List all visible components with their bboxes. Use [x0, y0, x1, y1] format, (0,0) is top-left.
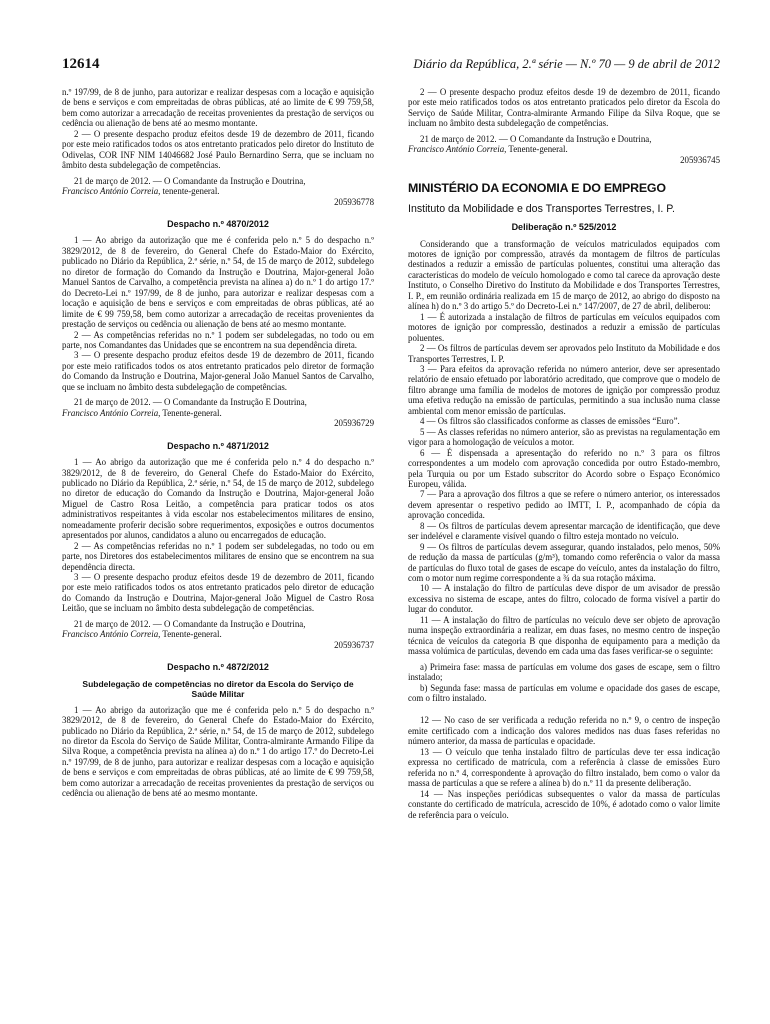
paragraph: Considerando que a transformação de veículos matriculados equipados com motores de ignição por compressão, através da montagem de filtros de partículas destinados a reduzir a emissão de partículas poluentes, constitui uma alteração das características do modelo de veículo homologado e como tal carece da aprovação deste Instituto, o Conselho Diretivo do Instituto da Mobilidade e dos Transportes Terrestres, I. P., em reunião ordinária realizada em 15 de março de 2012, ao abrigo do disposto na alínea h) do n.º 3 do artigo 5.º do Decreto-Lei n.º 147/2007, de 27 de abril, deliberou: [408, 238, 720, 312]
left-column [62, 87, 374, 820]
paragraph: 14 — Nas inspeções periódicas subsequentes o valor da massa de partículas constante do certificado de matrícula, acrescido de 10%, é adotado como o valor limite de referência para o veículo. [408, 788, 720, 820]
running-title: Diário da República, 2.ª série — N.º 70 — 9 de abril de 2012 [413, 57, 720, 71]
paragraph: 3 — O presente despacho produz efeitos desde 19 de dezembro de 2011, ficando por este meio ratificados todos os atos entretanto praticados pelo diretor de formação do Comando da Instrução e Doutrina, Major-general João Manuel Santos de Carvalho, que se incluam no âmbito desta subdelegação de competências. [62, 350, 374, 392]
page-header [62, 56, 720, 73]
despacho-title: Despacho n.º 4871/2012 [167, 440, 269, 451]
paragraph: 2 — As competências referidas no n.º 1 podem ser subdelegadas, no todo ou em parte, nos Diretores dos estabelecimentos militares de ensino que se encontrem na sua dependência directa. [62, 540, 374, 572]
paragraph: n.º 197/99, de 8 de junho, para autorizar e realizar despesas com a locação e aquisição de bens e serviços e com empreitadas de obras públicas, até ao limite de € 99 759,58, bem como autorizar a arrecadação de receitas provenientes da prestação de serviços ou cedência ou alienação de bens até ao mesmo montante. [62, 87, 374, 129]
right-column [408, 87, 720, 820]
page-number: 12614 [62, 56, 100, 72]
paragraph: 6 — É dispensada a apresentação do referido no n.º 3 para os filtros correspondentes a um modelo com aprovação concedida por outro Estado-membro, pela Turquia ou por um Estado subscritor do Acordo sobre o Espaço Económico Europeu, válida. [408, 447, 720, 489]
paragraph: 13 — O veículo que tenha instalado filtro de partículas deve ter essa indicação expressa no certificado de matrícula, com a referência à classe de emissões Euro referida no n.º 4, correspondente à aprovação do filtro instalado, bem como o valor da massa de partículas a que se refere a alínea b) do n.º 11 da presente deliberação. [408, 746, 720, 789]
paragraph: 1 — Ao abrigo da autorização que me é conferida pelo n.º 5 do despacho n.º 3829/2012, de 8 de fevereiro, do General Chefe do Estado-Maior do Exército, publicado no Diário da República, 2.ª série, n.º 54, de 15 de março de 2012, subdelego no diretor da Escola do Serviço de Saúde Militar, Contra-almirante Armando Filipe da Silva Roque, a competência prevista na alínea a) do n.º 1 do artigo 17.º do Decreto-Lei n.º 197/99, de 8 de junho, para autorizar e realizar despesas com a locação e aquisição de bens e serviços e com empreitadas de obras públicas, até ao limite de € 99 759,58, bem como autorizar a arrecadação de receitas provenientes da prestação de serviços ou cedência ou alienação de bens até ao mesmo montante. [62, 704, 374, 799]
paragraph: 10 — A instalação do filtro de partículas deve dispor de um avisador de pressão excessiva no sistema de escape, antes do filtro, colocado de forma visível a partir do lugar do condutor. [408, 583, 720, 615]
paragraph: 9 — Os filtros de partículas devem assegurar, quando instalados, pelo menos, 50% de redução da massa de partículas (g/m³), tomando como referência o valor da massa de partículas do fluxo total de gases de escape do veículo, antes da instalação do filtro, com o motor num regime correspondente a ¾ da sua rotação máxima. [408, 541, 720, 584]
paragraph: 1 — Ao abrigo da autorização que me é conferida pelo n.º 5 do despacho n.º 3829/2012, de 8 de fevereiro, do General Chefe do Estado-Maior do Exército, publicado no Diário da República, 2.ª série, n.º 54, de 15 de março de 2012, subdelego no diretor de formação do Comando da Instrução e Doutrina, Major-general João Manuel Santos de Carvalho, a competência prevista na alínea a) do n.º 1 do artigo 17.º do Decreto-Lei n.º 197/99, de 8 de junho, para autorizar e realizar despesas com a locação e aquisição de bens e serviços e com empreitadas de obras públicas, até ao limite de € 99 759,58, bem como autorizar a arrecadação de receitas provenientes da prestação de serviços ou cedência ou alienação de bens até ao mesmo montante. [62, 235, 374, 330]
institute-heading: Instituto da Mobilidade e dos Transportes Terrestres, I. P. [408, 202, 675, 215]
paragraph: 3 — Para efeitos da aprovação referida no número anterior, deve ser apresentado relatório de ensaio efetuado por laboratório acreditado, que comprove que o modelo de filtro abrange uma família de modelos de motores de ignição por compressão produz uma efetiva redução na emissão de partículas, permitindo a sua inclusão numa classe ambiental com menor emissão de partículas. [408, 363, 720, 416]
paragraph: 4 — Os filtros são classificados conforme as classes de emissões “Euro”. [420, 416, 680, 427]
reference-number: 205936745 [680, 154, 720, 165]
ministry-heading: MINISTÉRIO DA ECONOMIA E DO EMPREGO [408, 181, 666, 196]
paragraph: 11 — A instalação do filtro de partículas no veículo deve ser objeto de aprovação numa inspeção extraordinária a realizar, em duas fases, no mesmo centro de inspeção técnica de veículos da categoria B que disponha de equipamento para a medição da massa volúmica de partículas, devendo em cada uma das fases verificar-se o seguinte: [408, 614, 720, 657]
despacho-subtitle: Subdelegação de competências no diretor da Escola do Serviço de Saúde Militar [82, 678, 354, 699]
list-item: a) Primeira fase: massa de partículas em volume dos gases de escape, sem o filtro instalado; [408, 661, 720, 683]
paragraph: 12 — No caso de ser verificada a redução referida no n.º 9, o centro de inspeção emite certificado com a indicação dos valores medidos nas duas fases referidas no número anterior, da massa de partículas e opacidade. [408, 715, 720, 747]
signature-line: 21 de março de 2012. — O Comandante da Instrução e Doutrina, Francisco António Correia, Tenente-general. [62, 618, 306, 640]
reference-number: 205936729 [334, 418, 374, 429]
despacho-title: Despacho n.º 4872/2012 [167, 662, 269, 673]
paragraph: 2 — Os filtros de partículas devem ser aprovados pelo Instituto da Mobilidade e dos Transportes Terrestres, I. P. [408, 343, 720, 364]
paragraph: 2 — O presente despacho produz efeitos desde 19 de dezembro de 2011, ficando por este meio ratificados todos os atos entretanto praticados pelo diretor da Escola do Serviço de Saúde Militar, Contra-almirante Armando Filipe da Silva Roque, que se incluam no âmbito desta subdelegação de competências. [408, 87, 720, 129]
paragraph: 1 — Ao abrigo da autorização que me é conferida pelo n.º 4 do despacho n.º 3829/2012, de 8 de fevereiro, do General Chefe do Estado-Maior do Exército, publicado no Diário da República, 2.ª série, n.º 54, de 15 de março de 2012, subdelego no diretor de educação do Comando da Instrução e Doutrina, Major-general João Miguel de Castro Rosa Leitão, a competência para praticar todos os atos administrativos respeitantes à vida escolar nos estabelecimentos militares de ensino, nomeadamente proferir decisão sobre requerimentos, exposições e outros documentos apresentados por alunos, candidatos a aluno ou encarregados de educação. [62, 457, 374, 541]
paragraph: 8 — Os filtros de partículas devem apresentar marcação de identificação, que deve ser indelével e claramente visível quando o filtro esteja montado no veículo. [408, 520, 720, 542]
despacho-title: Despacho n.º 4870/2012 [167, 218, 269, 229]
paragraph: 2 — O presente despacho produz efeitos desde 19 de dezembro de 2011, ficando por este meio ratificados todos os atos entretanto praticados pelo diretor do Instituto de Odivelas, COR INF NIM 14046682 José Paulo Bernardino Serra, que se incluam no âmbito desta subdelegação de competências. [62, 128, 374, 171]
signature-line: 21 de março de 2012. — O Comandante da Instrução e Doutrina, Francisco António Correia, Tenente-general. [408, 133, 652, 155]
list-item: b) Segunda fase: massa de partículas em volume e opacidade dos gases de escape, com o filtro instalado. [408, 682, 720, 704]
paragraph: 1 — É autorizada a instalação de filtros de partículas em veículos equipados com motores de ignição por compressão, destinados a reduzir a emissão de partículas poluentes. [408, 311, 720, 343]
signatory-name: Francisco António Correia, [62, 629, 161, 640]
signatory-name: Francisco António Correia, [62, 407, 161, 418]
signature-line: 21 de março de 2012. — O Comandante da Instrução E Doutrina, Francisco António Correia, Tenente-general. [62, 397, 307, 418]
paragraph: 2 — As competências referidas no n.º 1 podem ser subdelegadas, no todo ou em parte, nos Comandantes das Unidades que se encontrem na sua dependência direta. [62, 329, 374, 350]
deliberation-title: Deliberação n.º 525/2012 [511, 222, 617, 233]
signatory-name: Francisco António Correia, [408, 144, 507, 155]
paragraph: 7 — Para a aprovação dos filtros a que se refere o número anterior, os interessados devem apresentar o respetivo pedido ao IMTT, I. P., acompanhado de cópia da aprovação concedida. [408, 489, 720, 521]
paragraph: 5 — As classes referidas no número anterior, são as previstas na regulamentação em vigor para a homologação de veículos a motor. [408, 426, 720, 448]
paragraph: 3 — O presente despacho produz efeitos desde 19 de dezembro de 2011, ficando por este meio ratificados todos os atos entretanto praticados pelo diretor de educação do Comando da Instrução e Doutrina, Major-general João Miguel de Castro Rosa Leitão, que se incluam no âmbito desta subdelegação de competências. [62, 572, 374, 614]
two-column-body [62, 87, 720, 820]
signatory-name: Francisco António Correia, [62, 186, 161, 197]
reference-number: 205936778 [334, 196, 374, 207]
signature-line: 21 de março de 2012. — O Comandante da Instrução e Doutrina, Francisco António Correia, tenente-general. [62, 175, 306, 197]
reference-number: 205936737 [334, 639, 374, 650]
